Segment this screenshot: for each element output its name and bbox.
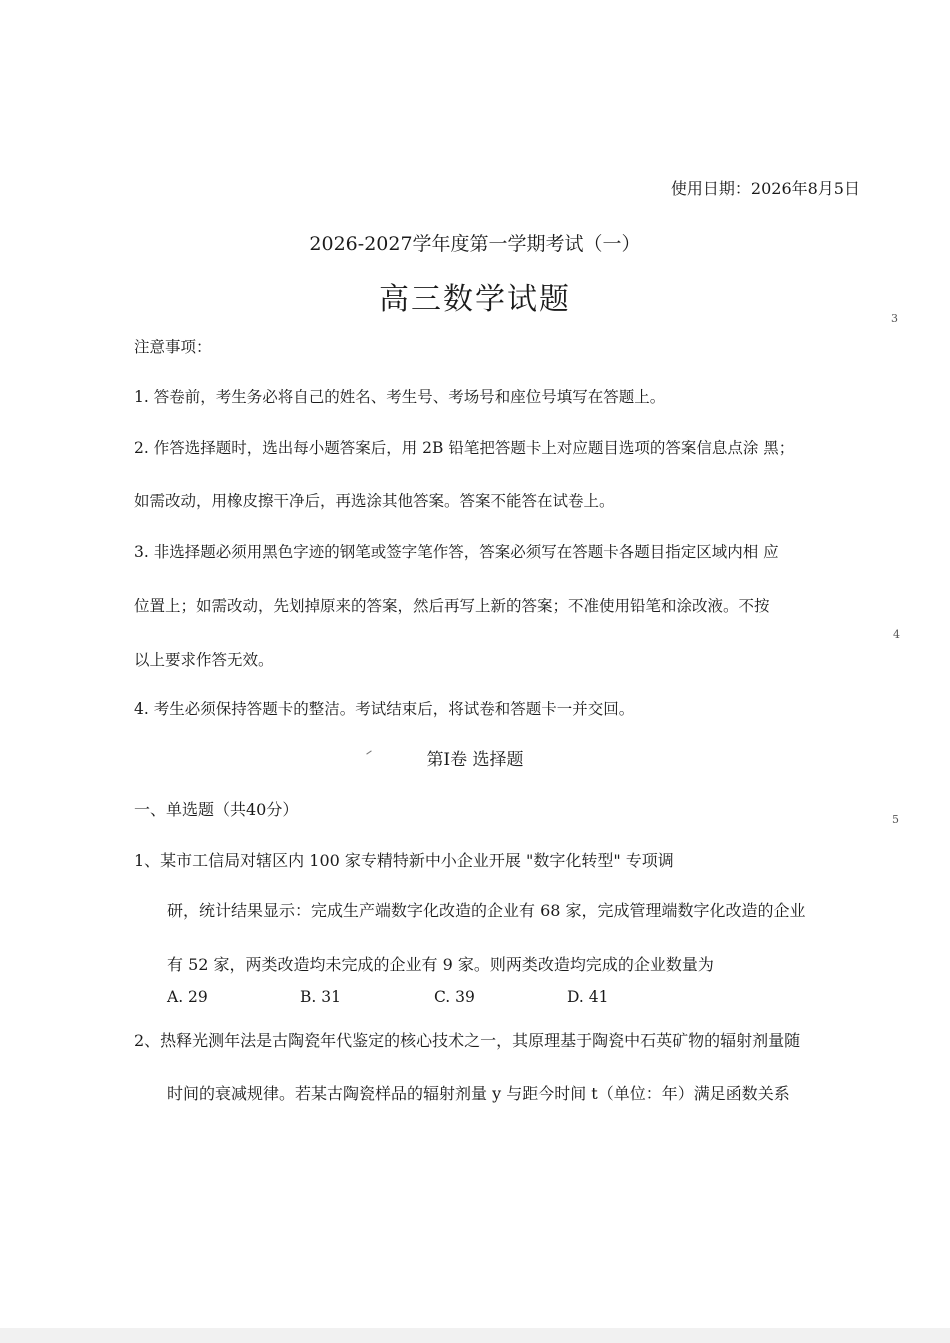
notice-line: 如需改动，用橡皮擦干净后，再选涂其他答案。答案不能答在试卷上。 bbox=[134, 492, 615, 510]
question-line: 时间的衰减规律。若某古陶瓷样品的辐射剂量 y 与距今时间 t（单位：年）满足函数关系 bbox=[167, 1084, 790, 1103]
scan-edge bbox=[0, 1328, 950, 1343]
question-line: 2、热释光测年法是古陶瓷年代鉴定的核心技术之一，其原理基于陶瓷中石英矿物的辐射剂量随 bbox=[134, 1031, 801, 1050]
option-a: A. 29 bbox=[167, 988, 208, 1006]
notice-line: 以上要求作答无效。 bbox=[134, 651, 274, 669]
notice-line: 位置上；如需改动，先划掉原来的答案，然后再写上新的答案；不准使用铅笔和涂改液。不按 bbox=[134, 597, 770, 615]
notice-heading: 注意事项： bbox=[134, 338, 212, 356]
usage-date: 使用日期：2026年8月5日 bbox=[670, 179, 860, 198]
margin-mark: 4 bbox=[893, 628, 900, 641]
question-line: 研，统计结果显示：完成生产端数字化改造的企业有 68 家，完成管理端数字化改造的企业 bbox=[167, 901, 806, 920]
exam-subtitle: 2026-2027学年度第一学期考试（一） bbox=[309, 233, 641, 255]
question-line: 有 52 家，两类改造均未完成的企业有 9 家。则两类改造均完成的企业数量为 bbox=[167, 955, 714, 974]
margin-mark: 5 bbox=[892, 813, 899, 826]
option-d: D. 41 bbox=[567, 988, 609, 1006]
margin-mark: 3 bbox=[891, 312, 898, 325]
exam-title: 高三数学试题 bbox=[379, 282, 571, 317]
option-b: B. 31 bbox=[300, 988, 341, 1006]
part-heading: 一、单选题（共40分） bbox=[134, 800, 299, 819]
section-title: 第Ⅰ卷 选择题 bbox=[426, 750, 524, 770]
question-line: 1、某市工信局对辖区内 100 家专精特新中小企业开展 "数字化转型" 专项调 bbox=[134, 851, 674, 870]
notice-line: 3. 非选择题必须用黑色字迹的钢笔或签字笔作答，答案必须写在答题卡各题目指定区域内相 应 bbox=[134, 543, 779, 561]
option-c: C. 39 bbox=[434, 988, 475, 1006]
notice-line: 4. 考生必须保持答题卡的整洁。考试结束后，将试卷和答题卡一并交回。 bbox=[134, 700, 635, 718]
notice-line: 2. 作答选择题时，选出每小题答案后，用 2B 铅笔把答题卡上对应题目选项的答案信息点涂 黑； bbox=[134, 439, 795, 457]
notice-line: 1. 答卷前，考生务必将自己的姓名、考生号、考场号和座位号填写在答题上。 bbox=[134, 388, 666, 406]
